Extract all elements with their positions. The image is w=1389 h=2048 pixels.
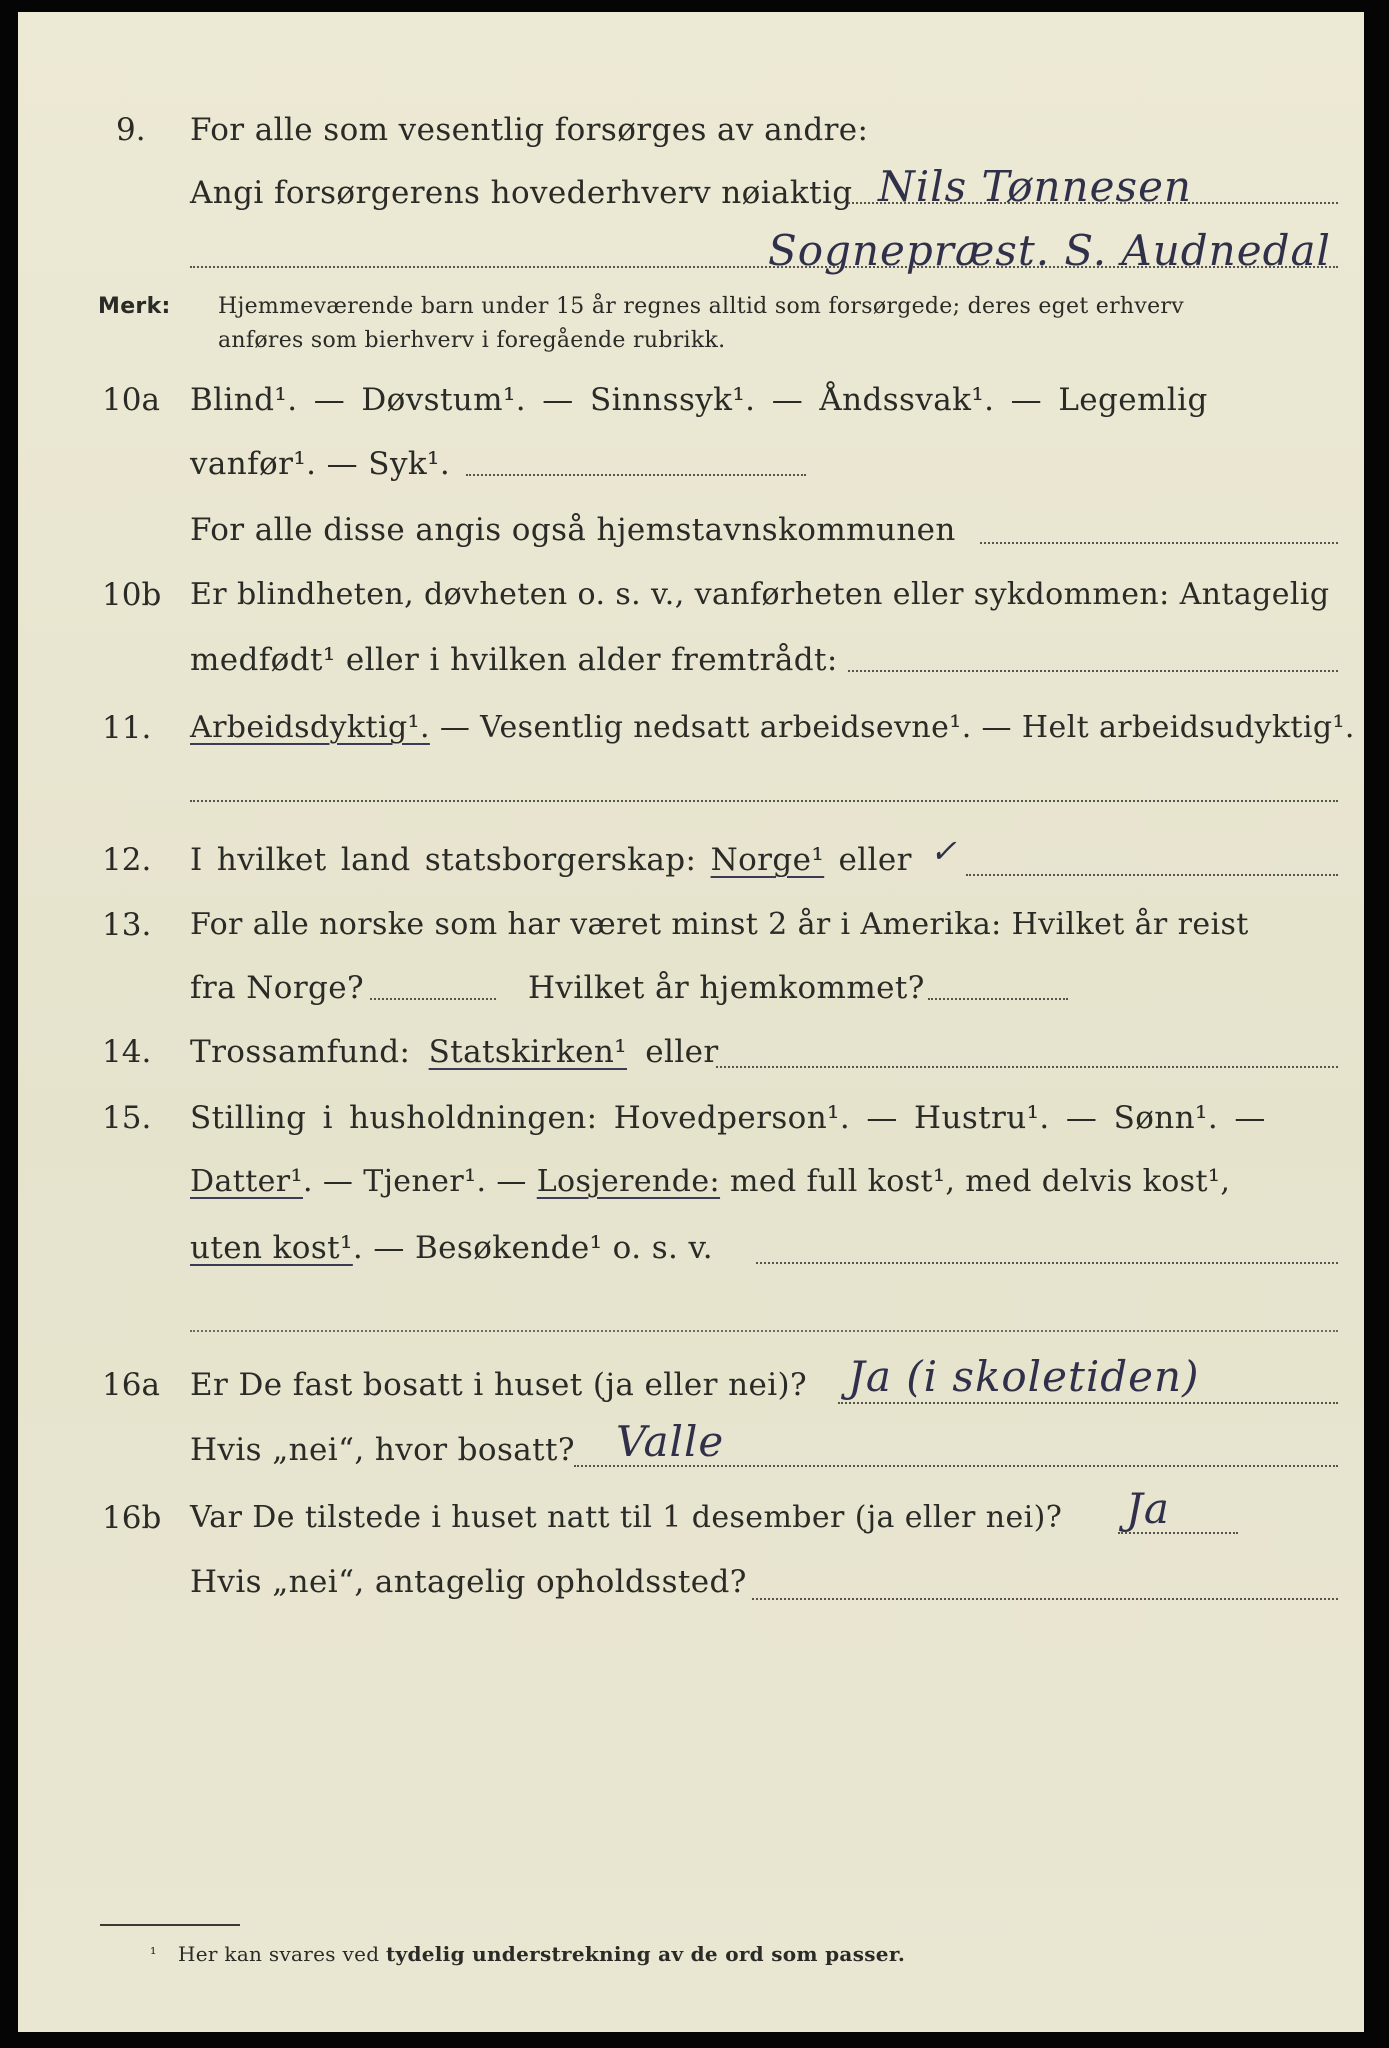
footnote-text-pre: Her kan svares ved	[178, 1942, 380, 1966]
q12-post: eller	[838, 842, 912, 878]
q15-utenkost-underlined: uten kost¹	[190, 1230, 353, 1266]
q15-line3-rest: . — Besøkende¹ o. s. v.	[352, 1230, 714, 1266]
q16b-answer-line2	[752, 1598, 1338, 1600]
q15-line1: Stilling i husholdningen: Hovedperson¹. — Hustru¹. — Sønn¹. —	[190, 1100, 1266, 1136]
q12-text	[190, 842, 912, 878]
q16a-handwritten-answer: Ja (i skoletiden)	[848, 1352, 1200, 1401]
q15-line2b: med full kost¹, med delvis kost¹,	[729, 1164, 1231, 1199]
q16b-answer-line1	[1118, 1532, 1238, 1534]
q15-separator	[190, 1330, 1338, 1332]
q10b-line2: medfødt¹ eller i hvilken alder fremtrådt:	[190, 642, 838, 678]
merk-line1: Hjemmeværende barn under 15 år regnes alltid som forsørgede; deres eget erhverv	[218, 294, 1184, 319]
q11-number: 11.	[102, 710, 152, 746]
q15-datter-underlined: Datter¹	[190, 1164, 303, 1199]
q10a-line2: vanfør¹. — Syk¹.	[190, 446, 451, 482]
q10b-number: 10b	[102, 577, 162, 613]
q15-number: 15.	[102, 1100, 152, 1136]
q16a-line1: Er De fast bosatt i huset (ja eller nei)?	[190, 1367, 808, 1403]
footnote-text-bold: tydelig understrekning av de ord som passer.	[386, 1942, 906, 1966]
q12-answer-line	[966, 874, 1338, 876]
q14-number: 14.	[102, 1034, 152, 1070]
q13-line2b: Hvilket år hjemkommet?	[528, 970, 925, 1006]
q14-text	[190, 1034, 719, 1070]
q15-answer-line	[756, 1262, 1338, 1264]
q10b-line1: Er blindheten, døvheten o. s. v., vanførheten eller sykdommen: Antagelig	[190, 577, 1330, 612]
q11-text	[190, 710, 1355, 745]
q16b-line2: Hvis „nei“, antagelig opholdssted?	[190, 1564, 747, 1600]
q15-line2	[190, 1164, 1230, 1199]
q14-post: eller	[645, 1034, 719, 1070]
q16a-answer-line1	[838, 1402, 1338, 1404]
footnote-mark: ¹	[150, 1944, 157, 1963]
footnote-rule	[100, 1924, 240, 1926]
q13-return-line	[928, 998, 1068, 1000]
q9-line1: For alle som vesentlig forsørges av andre:	[190, 112, 869, 148]
q9-line2: Angi forsørgerens hovederhverv nøiaktig	[190, 175, 853, 211]
q12-norge-underlined: Norge¹	[710, 842, 825, 878]
q16a-answer-line2	[574, 1465, 1338, 1467]
q12-handwritten-mark: ✓	[930, 832, 958, 870]
q16a-handwritten-place: Valle	[616, 1417, 725, 1466]
q14-statskirken-underlined: Statskirken¹	[428, 1034, 628, 1070]
q16b-number: 16b	[102, 1500, 162, 1536]
q15-line3	[190, 1230, 713, 1266]
q13-line1: For alle norske som har været minst 2 år i Amerika: Hvilket år reist	[190, 907, 1249, 942]
q15-line2a: . — Tjener¹. —	[302, 1164, 527, 1199]
q13-number: 13.	[102, 907, 152, 943]
q12-number: 12.	[102, 842, 152, 878]
q10a-line1: Blind¹. — Døvstum¹. — Sinnssyk¹. — Åndssvak¹. — Legemlig	[190, 382, 1208, 418]
q10a-municipality-line	[980, 542, 1338, 544]
q10a-line3: For alle disse angis også hjemstavnskommunen	[190, 512, 956, 548]
q16a-line2: Hvis „nei“, hvor bosatt?	[190, 1432, 575, 1468]
q9-handwritten-occupation: Sognepræst. S. Audnedal	[768, 226, 1331, 275]
q13-line2a: fra Norge?	[190, 970, 365, 1006]
q14-pre: Trossamfund:	[190, 1034, 411, 1070]
q11-rest: — Vesentlig nedsatt arbeidsevne¹. — Helt arbeidsudyktig¹.	[429, 710, 1355, 745]
q16b-line1: Var De tilstede i huset natt til 1 desember (ja eller nei)?	[190, 1500, 1063, 1535]
q10a-number: 10a	[102, 382, 160, 418]
q10a-answer-line	[466, 474, 806, 476]
q11-arbeidsdyktig-underlined: Arbeidsdyktig¹.	[190, 710, 430, 745]
q15-losjerende-underlined: Losjerende:	[536, 1164, 721, 1199]
q16b-handwritten-answer: Ja	[1126, 1484, 1170, 1533]
census-form-page	[18, 12, 1364, 2032]
merk-label: Merk:	[98, 294, 171, 319]
q14-answer-line	[716, 1066, 1338, 1068]
merk-line2: anføres som bierhverv i foregående rubrikk.	[218, 328, 726, 353]
q12-pre: I hvilket land statsborgerskap:	[190, 842, 697, 878]
q10b-answer-line	[848, 670, 1338, 672]
q16a-number: 16a	[102, 1367, 160, 1403]
q13-departure-line	[370, 998, 496, 1000]
footnote-text	[178, 1942, 905, 1966]
q11-answer-line	[190, 800, 1338, 802]
q9-handwritten-provider: Nils Tønnesen	[878, 162, 1192, 211]
q9-number: 9.	[116, 112, 146, 148]
